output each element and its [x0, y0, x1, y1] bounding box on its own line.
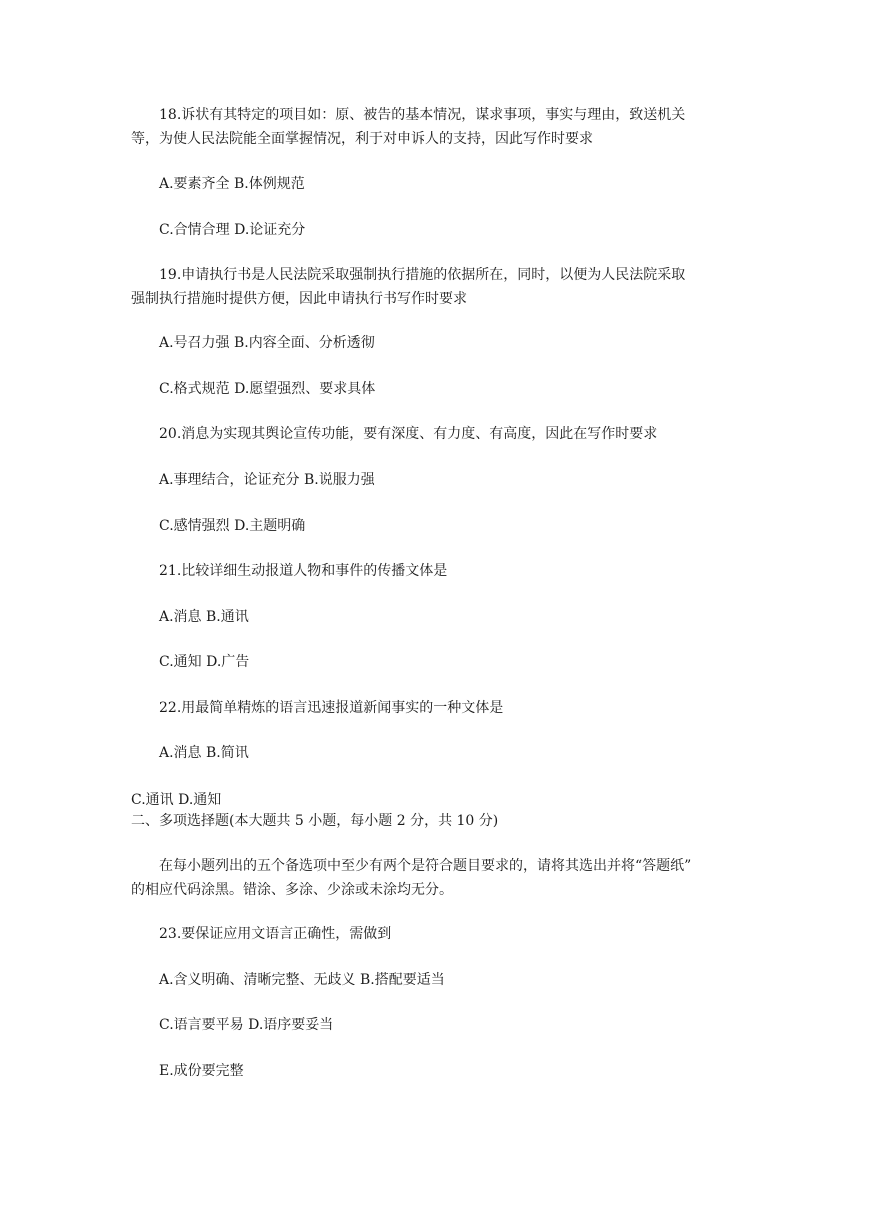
q20-stem: 20.消息为实现其舆论宣传功能，要有深度、有力度、有高度，因此在写作时要求: [159, 426, 658, 442]
q23-stem: 23.要保证应用文语言正确性，需做到: [159, 926, 392, 942]
q19-stem-line2: 强制执行措施时提供方便，因此申请执行书写作时要求: [131, 291, 467, 307]
q22-options-cd: C.通讯 D.通知: [131, 792, 222, 808]
section2-instructions-line2: 的相应代码涂黑。错涂、多涂、少涂或未涂均无分。: [131, 882, 453, 898]
q19-options-cd: C.格式规范 D.愿望强烈、要求具体: [159, 381, 376, 397]
q18-options-cd: C.合情合理 D.论证充分: [159, 222, 306, 238]
q20-options-ab: A.事理结合，论证充分 B.说服力强: [159, 472, 375, 488]
q20-options-cd: C.感情强烈 D.主题明确: [159, 518, 306, 534]
q18-stem-line2: 等，为使人民法院能全面掌握情况，利于对申诉人的支持，因此写作时要求: [131, 131, 593, 147]
q21-stem: 21.比较详细生动报道人物和事件的传播文体是: [159, 563, 448, 579]
q18-stem-line1: 18.诉状有其特定的项目如：原、被告的基本情况，谋求事项，事实与理由，致送机关: [159, 107, 686, 123]
q22-stem: 22.用最简单精炼的语言迅速报道新闻事实的一种文体是: [159, 700, 504, 716]
q18-options-ab: A.要素齐全 B.体例规范: [159, 176, 305, 192]
q23-options-cd: C.语言要平易 D.语序要妥当: [159, 1017, 334, 1033]
q19-options-ab: A.号召力强 B.内容全面、分析透彻: [159, 335, 375, 351]
q21-options-ab: A.消息 B.通讯: [159, 609, 249, 625]
q21-options-cd: C.通知 D.广告: [159, 654, 250, 670]
section2-instructions-line1: 在每小题列出的五个备选项中至少有两个是符合题目要求的，请将其选出并将“答题纸”: [159, 858, 692, 874]
section2-heading: 二、多项选择题(本大题共 5 小题，每小题 2 分，共 10 分): [131, 813, 499, 829]
q23-option-e: E.成份要完整: [159, 1063, 244, 1079]
q23-options-ab: A.含义明确、清晰完整、无歧义 B.搭配要适当: [159, 972, 445, 988]
q22-options-ab: A.消息 B.简讯: [159, 745, 249, 761]
q19-stem-line1: 19.申请执行书是人民法院采取强制执行措施的依据所在，同时，以便为人民法院采取: [159, 267, 686, 283]
